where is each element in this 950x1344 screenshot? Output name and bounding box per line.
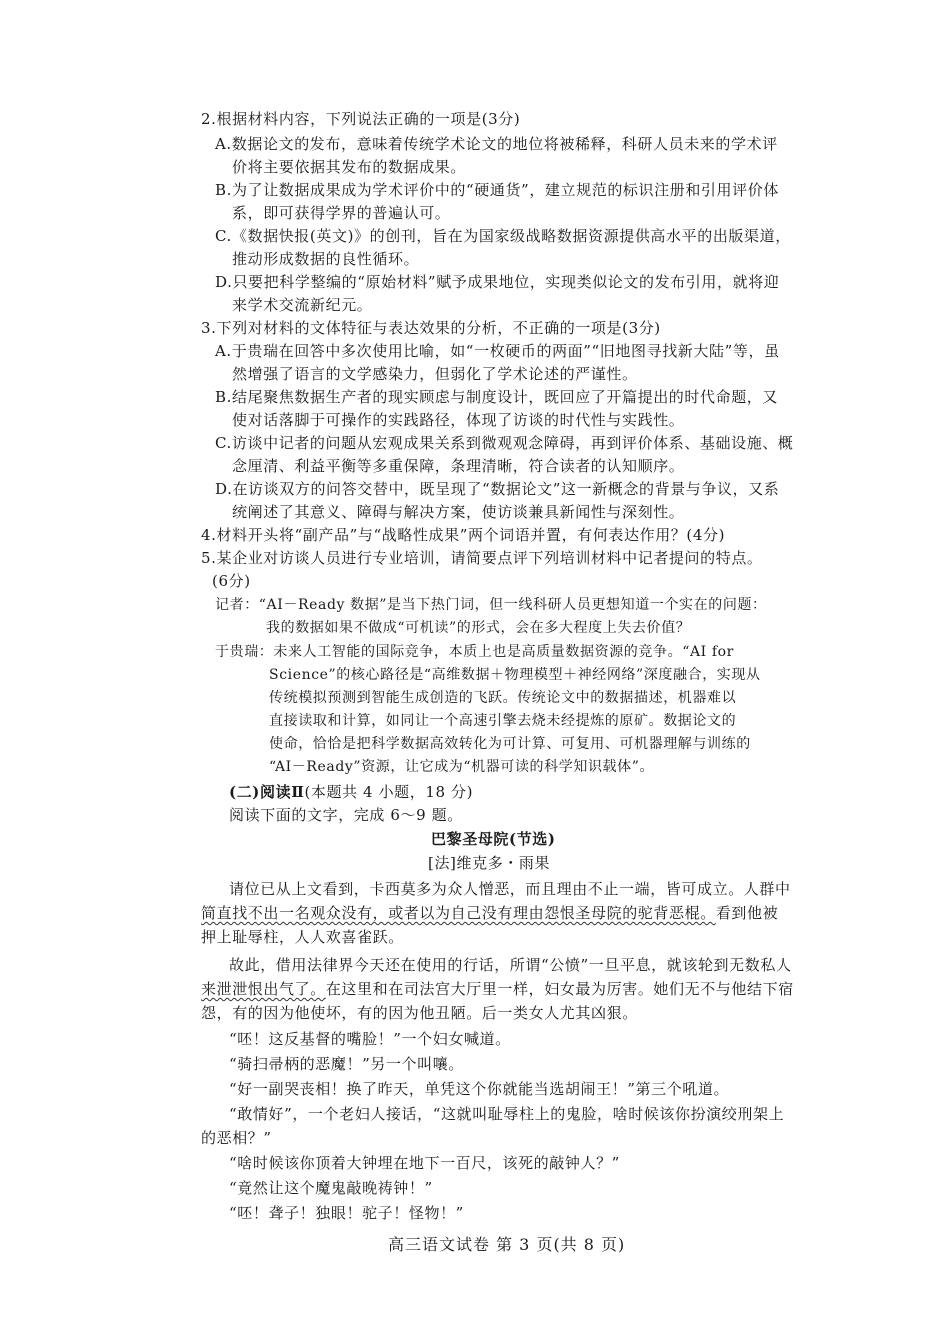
passage-p1-line2-rest: 看到他被 <box>715 904 779 922</box>
dialogue-line-2: “骑扫帚柄的恶魔！”另一个叫嚷。 <box>229 1055 464 1073</box>
passage-title: 巴黎圣母院(节选) <box>431 830 556 848</box>
q3-stem: 3.下列对材料的文体特征与表达效果的分析，不正确的一项是(3分) <box>201 319 661 337</box>
q3-option-c-cont: 念厘清、利益平衡等多重保障，条理清晰，符合读者的认知顺序。 <box>232 457 685 475</box>
q2-option-c-cont: 推动形成数据的良性循环。 <box>232 250 420 268</box>
q2-option-d: D.只要把科学整编的“原始材料”赋予成果地位，实现类似论文的发布引用，就将迎 <box>215 273 780 291</box>
q2-option-b-cont: 系，即可获得学界的普遍认可。 <box>232 204 451 222</box>
q5-stem: 5.某企业对访谈人员进行专业培训，请简要点评下列培训材料中记者提问的特点。 <box>201 549 763 567</box>
passage-author: [法]维克多・雨果 <box>428 854 551 872</box>
q2-stem: 2.根据材料内容，下列说法正确的一项是(3分) <box>201 110 521 128</box>
section-heading-bold: (二)阅读Ⅱ <box>229 783 305 801</box>
q5-points: (6分) <box>212 572 251 590</box>
q5-yu-line-4: 直接读取和计算，如同让一个高速引擎去烧未经提炼的原矿。数据论文的 <box>269 713 737 729</box>
section-heading-detail: (本题共 4 小题，18 分) <box>304 783 474 801</box>
passage-p2-line2 <box>201 980 794 998</box>
q4-stem: 4.材料开头将“副产品”与“战略性成果”两个词语并置，有何表达作用？(4分) <box>201 526 726 544</box>
q2-option-a: A.数据论文的发布，意味着传统学术论文的地位将被稀释，科研人员未来的学术评 <box>215 135 778 153</box>
passage-p1-line2 <box>201 904 778 922</box>
page-footer: 高三语文试卷 第 3 页(共 8 页) <box>388 1235 626 1254</box>
dialogue-line-7: “呸！聋子！独眼！驼子！怪物！” <box>229 1204 464 1222</box>
q5-yu-line-5: 使命，恰恰是把科学数据高效转化为可计算、可复用、可机器理解与训练的 <box>269 736 751 752</box>
q2-option-a-cont: 价将主要依据其发布的数据成果。 <box>232 158 467 176</box>
q3-option-d-cont: 统阐述了其意义、障碍与解决方案，使访谈兼具新闻性与深刻性。 <box>232 503 685 521</box>
passage-p2-line1: 故此，借用法律界今天还在使用的行话，所谓“公愤”一旦平息，就该轮到无数私人 <box>229 956 792 974</box>
dialogue-line-1: “呸！这反基督的嘴脸！”一个妇女喊道。 <box>229 1030 511 1048</box>
passage-p2-line3: 怨，有的因为他使坏，有的因为他丑陋。后一类女人尤其凶狠。 <box>201 1004 638 1022</box>
q3-option-b-cont: 使对话落脚于可操作的实践路径，体现了访谈的时代性与实践性。 <box>232 411 685 429</box>
passage-p2-line2-rest: 在这里和在司法宫大厅里一样，妇女最为厉害。她们无不与他结下宿 <box>325 980 794 998</box>
q5-yu-line: 于贵瑞：未来人工智能的国际竞争，本质上也是高质量数据资源的竞争。“AI for <box>215 644 734 660</box>
q2-option-c: C.《数据快报(英文)》的创刊，旨在为国家级战略数据资源提供高水平的出版渠道， <box>215 227 791 245</box>
section-instruction: 阅读下面的文字，完成 6～9 题。 <box>229 806 463 824</box>
q5-yu-line-3: 传统模拟预测到智能生成创造的飞跃。传统论文中的数据描述，机器难以 <box>269 690 737 706</box>
wavy-underlined-text: 来泄泄恨出气了。 <box>201 980 326 998</box>
dialogue-line-5: “啥时候该你顶着大钟埋在地下一百尺，该死的敲钟人？” <box>229 1154 620 1172</box>
passage-p1-line3: 押上耻辱柱，人人欢喜雀跃。 <box>201 928 404 946</box>
q5-reporter-line-cont: 我的数据如果不做成“可机读”的形式，会在多大程度上失去价值？ <box>266 620 691 636</box>
q5-reporter-line: 记者：“AI－Ready 数据”是当下热门词，但一线科研人员更想知道一个实在的问题： <box>215 597 767 613</box>
q5-yu-line-6: “AI－Ready”资源，让它成为“机器可读的科学知识载体”。 <box>269 759 655 775</box>
section-heading <box>229 783 473 801</box>
q3-option-a-cont: 然增强了语言的文学感染力，但弱化了学术论述的严谨性。 <box>232 365 638 383</box>
q3-option-c: C.访谈中记者的问题从宏观成果关系到微观观念障碍，再到评价体系、基础设施、概 <box>215 434 794 452</box>
q2-option-b: B.为了让数据成果成为学术评价中的“硬通货”，建立规范的标识注册和引用评价体 <box>215 181 779 199</box>
q5-yu-line-2: Science”的核心路径是“高维数据＋物理模型＋神经网络”深度融合，实现从 <box>269 667 761 683</box>
q2-option-d-cont: 来学术交流新纪元。 <box>232 296 373 314</box>
dialogue-line-4: “敢情好”，一个老妇人接话，“这就叫耻辱柱上的鬼脸，啥时候该你扮演绞刑架上 <box>229 1105 785 1123</box>
q3-option-d: D.在访谈双方的问答交替中，既呈现了“数据论文”这一新概念的背景与争议，又系 <box>215 480 780 498</box>
wavy-underlined-text: 简直找不出一名观众没有，或者以为自己没有理由怨恨圣母院的驼背恶棍。 <box>201 904 716 922</box>
passage-p1-line1: 请位已从上文看到，卡西莫多为众人憎恶，而且理由不止一端，皆可成立。人群中 <box>229 880 791 898</box>
dialogue-line-6: “竟然让这个魔鬼敲晚祷钟！” <box>229 1179 433 1197</box>
q3-option-b: B.结尾聚焦数据生产者的现实顾虑与制度设计，既回应了开篇提出的时代命题，又 <box>215 388 778 406</box>
dialogue-line-4-cont: 的恶相？” <box>201 1129 272 1147</box>
dialogue-line-3: “好一副哭丧相！换了昨天，单凭这个你就能当选胡闹王！”第三个吼道。 <box>229 1080 730 1098</box>
q3-option-a: A.于贵瑞在回答中多次使用比喻，如“一枚硬币的两面”“旧地图寻找新大陆”等，虽 <box>215 342 780 360</box>
